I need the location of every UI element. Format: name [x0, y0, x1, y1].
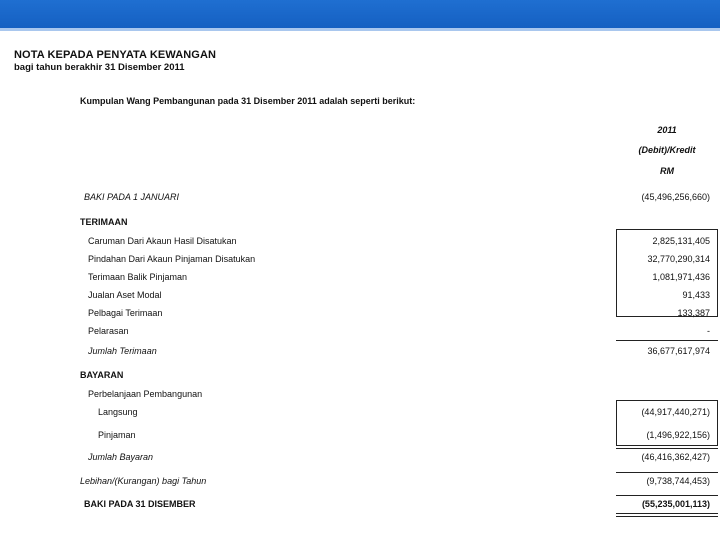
bayaran-item-label: Langsung [98, 407, 138, 417]
top-banner-line [0, 28, 720, 31]
closing-balance-value: (55,235,001,113) [641, 499, 710, 509]
terimaan-item-label: Pelarasan [88, 326, 129, 336]
terimaan-item-value: 133,387 [677, 308, 710, 318]
terimaan-heading: TERIMAAN [80, 217, 128, 227]
closing-rule-top [616, 495, 718, 496]
bayaran-item-value: (44,917,440,271) [641, 407, 710, 417]
terimaan-total-value: 36,677,617,974 [647, 346, 710, 356]
surplus-value: (9,738,744,453) [646, 476, 710, 486]
closing-rule-double-2 [616, 516, 718, 517]
document-title: NOTA KEPADA PENYATA KEWANGAN [14, 49, 217, 61]
terimaan-item-value: 1,081,971,436 [652, 272, 710, 282]
surplus-rule [616, 472, 718, 473]
terimaan-item-value: 91,433 [682, 290, 710, 300]
column-header-currency: RM [660, 166, 674, 176]
opening-balance-label: BAKI PADA 1 JANUARI [84, 192, 180, 202]
closing-rule-double-1 [616, 513, 718, 514]
terimaan-item-label: Jualan Aset Modal [88, 290, 162, 300]
bayaran-item-value: (1,496,922,156) [646, 430, 710, 440]
terimaan-item-label: Caruman Dari Akaun Hasil Disatukan [88, 236, 237, 246]
terimaan-item-value: 32,770,290,314 [647, 254, 710, 264]
terimaan-item-label: Pelbagai Terimaan [88, 308, 163, 318]
opening-balance-value: (45,496,256,660) [641, 192, 710, 202]
document-subtitle: bagi tahun berakhir 31 Disember 2011 [14, 62, 185, 73]
terimaan-total-rule [616, 340, 718, 341]
terimaan-item-value: - [707, 326, 710, 336]
terimaan-item-value: 2,825,131,405 [652, 236, 710, 246]
column-header-year: 2011 [657, 125, 677, 135]
terimaan-item-label: Pindahan Dari Akaun Pinjaman Disatukan [88, 254, 256, 264]
bayaran-total-value: (46,416,362,427) [641, 452, 710, 462]
terimaan-item-label: Terimaan Balik Pinjaman [88, 272, 188, 282]
bayaran-heading: BAYARAN [80, 370, 124, 380]
top-banner [0, 0, 720, 28]
column-header-debit-kredit: (Debit)/Kredit [638, 145, 696, 155]
bayaran-item-label: Pinjaman [98, 430, 136, 440]
terimaan-total-label: Jumlah Terimaan [88, 346, 157, 356]
intro-text: Kumpulan Wang Pembangunan pada 31 Disember 2011 adalah seperti berikut: [80, 96, 416, 106]
closing-balance-label: BAKI PADA 31 DISEMBER [84, 499, 196, 509]
bayaran-total-label: Jumlah Bayaran [88, 452, 154, 462]
bayaran-total-rule [616, 448, 718, 449]
bayaran-subheading: Perbelanjaan Pembangunan [88, 389, 203, 399]
surplus-label: Lebihan/(Kurangan) bagi Tahun [80, 476, 207, 486]
